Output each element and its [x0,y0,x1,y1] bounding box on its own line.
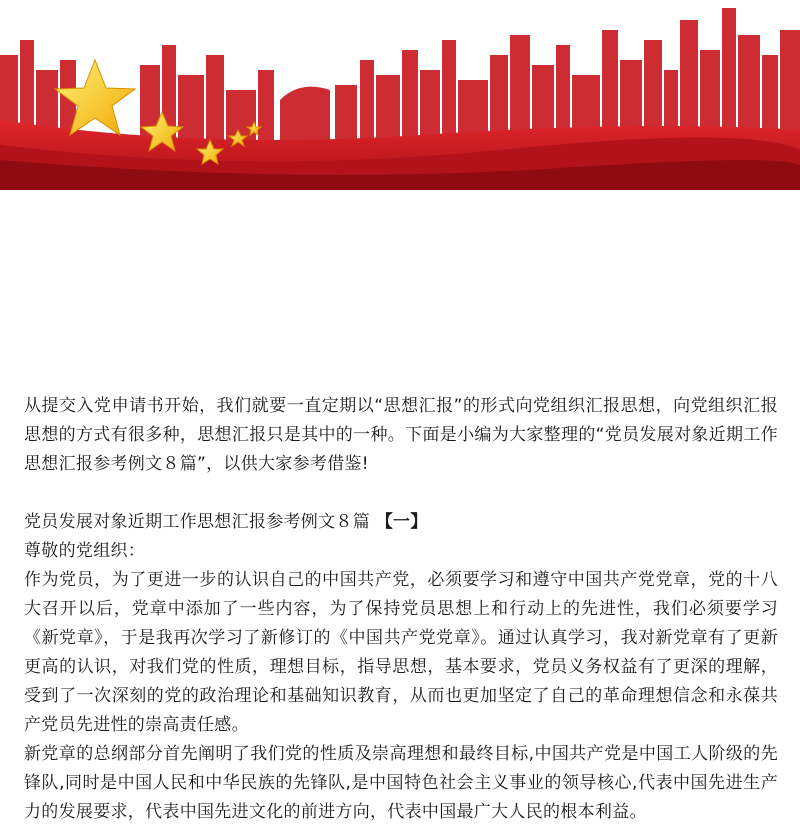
spacer [24,479,778,508]
section-heading [24,508,778,537]
intro-paragraph: 从提交入党申请书开始，我们就要一直定期以“思想汇报”的形式向党组织汇报思想，向党组织汇报思想的方式有很多种，思想汇报只是其中的一种。下面是小编为大家整理的“党员发展对象近期工作思想汇报参考例文８篇”，以供大家参考借鉴! [24,396,778,474]
salutation: 尊敬的党组织： [24,541,146,561]
section-title: 党员发展对象近期工作思想汇报参考例文８篇 [24,512,370,532]
city-skyline-banner [0,0,800,190]
header-banner [0,0,800,190]
body-paragraph-1: 作为党员，为了更进一步的认识自己的中国共产党，必须要学习和遵守中国共产党党章，党的十八大召开以后，党章中添加了一些内容，为了保持党员思想上和行动上的先进性，我们必须要学习《新党章》，于是我再次学习了新修订的《中国共产党党章》。通过认真学习，我对新党章有了更新更高的认识，对我们党的性质，理想目标，指导思想，基本要求，党员义务权益有了更深的理解，受到了一次深刻的党的政治理论和基础知识教育，从而也更加坚定了自己的革命理想信念和永葆共产党员先进性的崇高责任感。 [24,570,778,735]
section-marker: 【一】 [375,512,428,532]
article-body [24,392,778,827]
body-paragraph-2: 新党章的总纲部分首先阐明了我们党的性质及崇高理想和最终目标,中国共产党是中国工人阶级的先锋队,同时是中国人民和中华民族的先锋队,是中国特色社会主义事业的领导核心,代表中国先进生产力的发展要求，代表中国先进文化的前进方向，代表中国最广大人民的根本利益。 [24,744,778,822]
